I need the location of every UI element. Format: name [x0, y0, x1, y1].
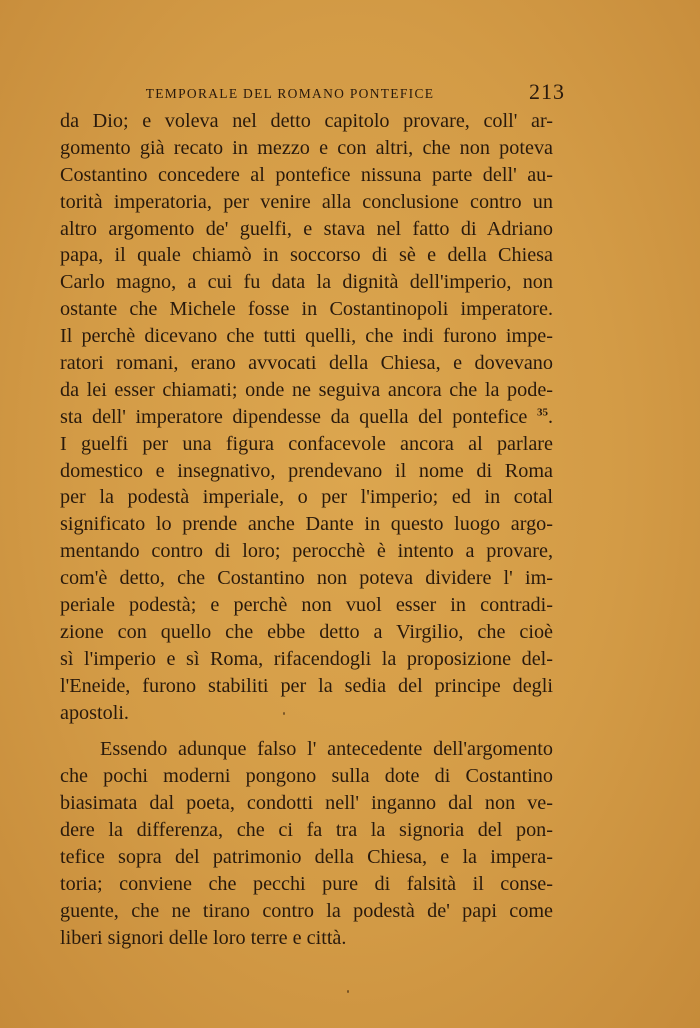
footnote-ref: 35	[536, 406, 548, 419]
text-line: biasimata dal poeta, condotti nell' inganno dal non ve-	[60, 792, 553, 815]
text-line: tefice sopra del patrimonio della Chiesa, e la impera-	[60, 846, 553, 869]
text-line: Il perchè dicevano che tutti quelli, che indi furono impe-	[60, 325, 553, 348]
text-line: Carlo magno, a cui fu data la dignità dell'imperio, non	[60, 271, 553, 294]
text-line-with-footnote	[60, 404, 553, 431]
text-line: l'Eneide, furono stabiliti per la sedia del principe degli	[60, 674, 553, 697]
text-line: significato lo prende anche Dante in questo luogo argo-	[60, 513, 553, 536]
text-line: dere la differenza, che ci fa tra la signoria del pon-	[60, 819, 553, 842]
text-line: Essendo adunque falso l' antecedente dell'argomento	[100, 738, 553, 761]
text-line: gomento già recato in mezzo e con altri, che non poteva	[60, 136, 553, 159]
text-line: da lei esser chiamati; onde ne seguiva ancora che la pode-	[60, 378, 553, 401]
running-title: TEMPORALE DEL ROMANO PONTEFICE	[145, 86, 435, 101]
text-line: zione con quello che ebbe detto a Virgilio, che cioè	[60, 620, 553, 643]
text-line: ratori romani, erano avvocati della Chiesa, e dovevano	[60, 352, 553, 375]
text-line-content: sta dell' imperatore dipendesse da quella del pontefice	[60, 405, 528, 428]
text-line: che pochi moderni pongono sulla dote di Costantino	[60, 765, 553, 788]
text-line: altro argomento de' guelfi, e stava nel fatto di Adriano	[60, 217, 553, 240]
paragraph-1	[60, 108, 553, 726]
paper-speck	[347, 990, 349, 993]
paper-speck	[283, 712, 285, 715]
running-head	[60, 80, 565, 106]
paragraph-2	[60, 736, 553, 951]
text-line: mentando contro di loro; perocchè è intento a provare,	[60, 540, 553, 563]
text-line: liberi signori delle loro terre e città.	[60, 926, 347, 949]
text-line: sì l'imperio e sì Roma, rifacendogli la proposizione del-	[60, 647, 553, 670]
text-line: apostoli.	[60, 701, 129, 724]
text-line: toria; conviene che pecchi pure di falsità il conse-	[60, 872, 553, 895]
paragraph-gap	[60, 726, 553, 736]
text-line: papa, il quale chiamò in soccorso di sè e della Chiesa	[60, 244, 553, 267]
text-line: da Dio; e voleva nel detto capitolo provare, coll' ar-	[60, 110, 553, 132]
text-line: periale podestà; e perchè non vuol esser in contradi-	[60, 594, 553, 617]
text-line: per la podestà imperiale, o per l'imperio; ed in cotal	[60, 486, 553, 509]
page-number: 213	[529, 79, 565, 104]
text-line: com'è detto, che Costantino non poteva dividere l' im-	[60, 567, 553, 590]
body-text	[60, 108, 553, 952]
footnote-after: .	[547, 405, 553, 428]
text-line: guente, che ne tirano contro la podestà de' papi come	[60, 899, 553, 922]
text-line: I guelfi per una figura confacevole ancora al parlare	[60, 432, 553, 455]
text-line: domestico e insegnativo, prendevano il nome di Roma	[60, 459, 553, 482]
text-line: torità imperatoria, per venire alla conclusione contro un	[60, 190, 553, 213]
text-line: ostante che Michele fosse in Costantinopoli imperatore.	[60, 298, 553, 321]
text-line: Costantino concedere al pontefice nissuna parte dell' au-	[60, 163, 553, 186]
